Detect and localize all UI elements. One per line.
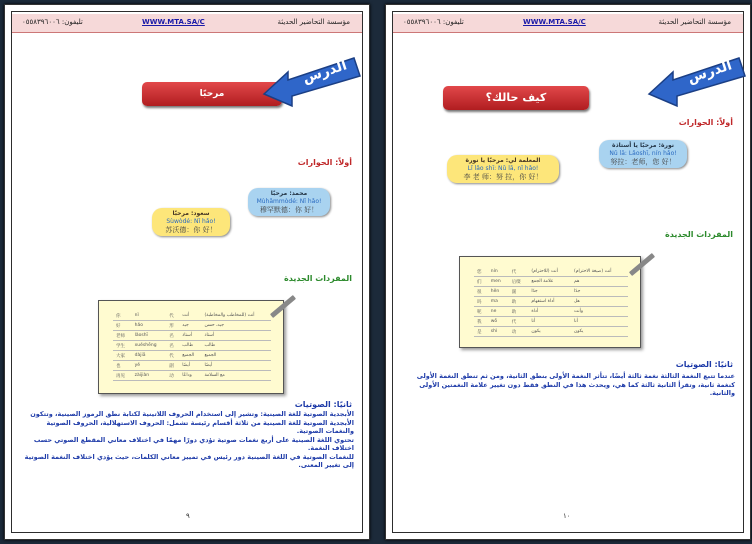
table-cell: 好 xyxy=(113,321,132,331)
table-cell: أنا xyxy=(528,317,571,327)
speaker-line: نورة: مرحبًا يا أستاذة xyxy=(612,142,674,149)
table-cell: 代 xyxy=(509,317,529,327)
table-cell: xuéshēng xyxy=(132,341,167,351)
header-phone: تليفون: ٠٥٥٨٣٩٦٠٠٦ xyxy=(22,18,83,26)
table-cell: nín xyxy=(488,267,509,277)
table-cell: أستاذ xyxy=(179,331,201,341)
table-cell: 副 xyxy=(509,287,529,297)
dialogue-bubble xyxy=(152,208,230,236)
vocab-table xyxy=(113,311,271,381)
table-cell: 也 xyxy=(113,361,132,371)
table-cell: 您 xyxy=(474,267,488,277)
table-row xyxy=(474,287,628,297)
table-cell: ma xyxy=(488,297,509,307)
table-row xyxy=(113,351,271,361)
lesson-title: مرحبًا xyxy=(142,82,282,106)
table-cell: 形 xyxy=(166,321,179,331)
table-cell: أستاذ xyxy=(201,331,271,341)
table-cell: 名 xyxy=(166,331,179,341)
table-cell: مع السلامة xyxy=(201,371,271,381)
table-cell: 名 xyxy=(166,341,179,351)
table-cell: أنت xyxy=(179,311,201,321)
phonetics-text xyxy=(20,410,354,470)
table-row xyxy=(113,311,271,321)
hanzi-line: 努拉：老师，您 好！ xyxy=(610,158,676,166)
table-cell: 代 xyxy=(166,311,179,321)
table-cell: أنت (صيغة الاحترام) xyxy=(571,267,628,277)
table-row xyxy=(113,341,271,351)
page-header xyxy=(393,14,743,33)
dialogue-bubble xyxy=(599,140,687,168)
pinyin-line: Sùwòdé: Nǐ hǎo! xyxy=(166,218,216,225)
table-cell: وداعًا xyxy=(179,371,201,381)
table-row xyxy=(113,321,271,331)
table-cell: وأنت xyxy=(571,307,628,317)
vocab-card xyxy=(459,256,641,348)
table-cell: wǒ xyxy=(488,317,509,327)
dialogue-bubble xyxy=(248,188,330,216)
table-cell: 代 xyxy=(509,267,529,277)
lesson-arrow xyxy=(647,50,747,110)
header-website-link[interactable]: WWW.MTA.SA/C xyxy=(142,18,205,26)
table-row xyxy=(474,317,628,327)
table-cell: 老师 xyxy=(113,331,132,341)
table-cell: أنا xyxy=(571,317,628,327)
phonetics-paragraph: عندما تتبع النغمة الثالثة نغمة ثالثة أيضًا، تتأثر النغمة الأولى بنطق الثانية، ومن ثم تنطق النغمة الأولى كنغمة ثانية، وتقرأ الثانية ثالثة كما هي، ويحدث هذا في النطق فقط دون تغيير علامة النغمتين الأولى والثانية. xyxy=(416,372,735,397)
table-cell: هم xyxy=(571,277,628,287)
table-cell: 是 xyxy=(474,327,488,337)
dialogue-bubble xyxy=(447,155,559,183)
speaker-line: المعلمة لي: مرحبًا يا نورة xyxy=(465,157,541,164)
page-header xyxy=(12,14,362,33)
dialogues-title: أولاً: الحوارات xyxy=(678,118,733,127)
table-cell: 们 xyxy=(474,277,488,287)
vocab-title: المفردات الجديدة xyxy=(665,230,733,239)
table-cell: hǎo xyxy=(132,321,167,331)
left-page-frame xyxy=(11,11,363,533)
table-cell: أداة xyxy=(528,307,571,317)
table-row xyxy=(113,371,271,381)
table-cell: 我 xyxy=(474,317,488,327)
table-cell: lǎoshī xyxy=(132,331,167,341)
table-cell: 助 xyxy=(509,297,529,307)
phonetics-title: ثانيًا: الصوتيات xyxy=(675,360,733,369)
table-cell: 动 xyxy=(166,371,179,381)
pinyin-line: Lǐ lǎo shī: Nǔ lā, nǐ hǎo! xyxy=(467,165,539,172)
table-cell: هل xyxy=(571,297,628,307)
table-cell: أيضًا xyxy=(179,361,201,371)
table-row xyxy=(474,277,628,287)
left-page xyxy=(4,4,370,540)
right-page-frame xyxy=(392,11,744,533)
table-cell: الجميع xyxy=(201,351,271,361)
table-cell: الجميع xyxy=(179,351,201,361)
table-cell: zàijiàn xyxy=(132,371,167,381)
table-cell: طالب xyxy=(179,341,201,351)
pinyin-line: Nǔ lā: Lǎoshī, nín hǎo! xyxy=(609,150,677,157)
table-cell: men xyxy=(488,277,509,287)
page-number: ٩ xyxy=(186,512,190,520)
table-cell: 很 xyxy=(474,287,488,297)
table-cell: 大家 xyxy=(113,351,132,361)
table-cell: hěn xyxy=(488,287,509,297)
vocab-title: المفردات الجديدة xyxy=(284,274,352,283)
table-cell: جدًا xyxy=(571,287,628,297)
table-cell: 助 xyxy=(509,307,529,317)
phonetics-title: ثانيًا: الصوتيات xyxy=(294,400,352,409)
table-cell: جدًا xyxy=(528,287,571,297)
phonetics-paragraph: للنغمات الصوتية في اللغة الصينية دور رئيس في تمييز معاني الكلمات، حيث يؤدي اختلاف النغمة الصوتية إلى تغيير المعنى. xyxy=(24,452,354,469)
table-row xyxy=(474,297,628,307)
table-cell: dàjiā xyxy=(132,351,167,361)
hanzi-line: 穆罕默德：你 好！ xyxy=(259,206,319,214)
table-cell: أنت (للاحترام) xyxy=(528,267,571,277)
table-cell: 学生 xyxy=(113,341,132,351)
phonetics-text xyxy=(401,372,735,398)
speaker-line: محمد: مرحبًا xyxy=(270,190,308,197)
table-cell: 你 xyxy=(113,311,132,321)
table-cell: أنت (للمخاطب والمخاطبة) xyxy=(201,311,271,321)
table-row xyxy=(474,327,628,337)
right-page xyxy=(385,4,751,540)
table-cell: يكون xyxy=(571,327,628,337)
table-cell: 吗 xyxy=(474,297,488,307)
vocab-table xyxy=(474,267,628,337)
lesson-label: الدرس xyxy=(685,57,734,87)
hanzi-line: 李 老 师：努 拉，你 好！ xyxy=(463,173,543,181)
table-cell: أيضًا xyxy=(201,361,271,371)
hanzi-line: 苏沃德：你 好！ xyxy=(165,226,217,234)
table-cell: يكون xyxy=(528,327,571,337)
lesson-arrow xyxy=(262,50,362,110)
lesson-title: كيف حالك؟ xyxy=(443,86,589,110)
header-phone: تليفون: ٠٥٥٨٣٩٦٠٠٦ xyxy=(403,18,464,26)
phonetics-paragraph: الأبجدية الصوتية للغة الصينية: وتشير إلى استخدام الحروف اللاتينية لكتابة نطق الرموز الصينية، وتتكون الأبجدية الصوتية للغة الصينية من ثلاثة أقسام رئيسة تشمل: الحروف الاستهلالية، الحروف الصوتية والنغمات الصوتية. xyxy=(30,410,354,435)
table-row xyxy=(474,267,628,277)
table-cell: أداة استفهام xyxy=(528,297,571,307)
pinyin-line: Mùhǎmmòdé: Nǐ hǎo! xyxy=(256,198,322,205)
phonetics-paragraph: تحتوي اللغة الصينية على أربع نغمات صوتية تؤدي دورًا مهمًا في اختلاف معاني المقطع الصوتي حسب اختلاف النغمة. xyxy=(33,435,354,452)
table-cell: علامة الجمع xyxy=(528,277,571,287)
speaker-line: سعود: مرحبًا xyxy=(172,210,210,217)
table-cell: 副 xyxy=(166,361,179,371)
table-cell: جيد، حسن xyxy=(201,321,271,331)
table-cell: طالب xyxy=(201,341,271,351)
table-row xyxy=(113,331,271,341)
table-cell: ne xyxy=(488,307,509,317)
table-cell: 动 xyxy=(509,327,529,337)
header-organization: مؤسسة التحاضير الحديثة xyxy=(658,18,731,26)
header-website-link[interactable]: WWW.MTA.SA/C xyxy=(523,18,586,26)
table-row xyxy=(113,361,271,371)
page-number: ١٠ xyxy=(563,512,571,520)
vocab-card xyxy=(98,300,284,394)
header-organization: مؤسسة التحاضير الحديثة xyxy=(277,18,350,26)
table-cell: nǐ xyxy=(132,311,167,321)
table-cell: yě xyxy=(132,361,167,371)
table-cell: جيد xyxy=(179,321,201,331)
table-cell: 呢 xyxy=(474,307,488,317)
table-cell: 后缀 xyxy=(509,277,529,287)
table-row xyxy=(474,307,628,317)
table-cell: 代 xyxy=(166,351,179,361)
dialogues-title: أولاً: الحوارات xyxy=(297,158,352,167)
table-cell: shì xyxy=(488,327,509,337)
table-cell: 再见 xyxy=(113,371,132,381)
lesson-label: الدرس xyxy=(300,57,349,87)
